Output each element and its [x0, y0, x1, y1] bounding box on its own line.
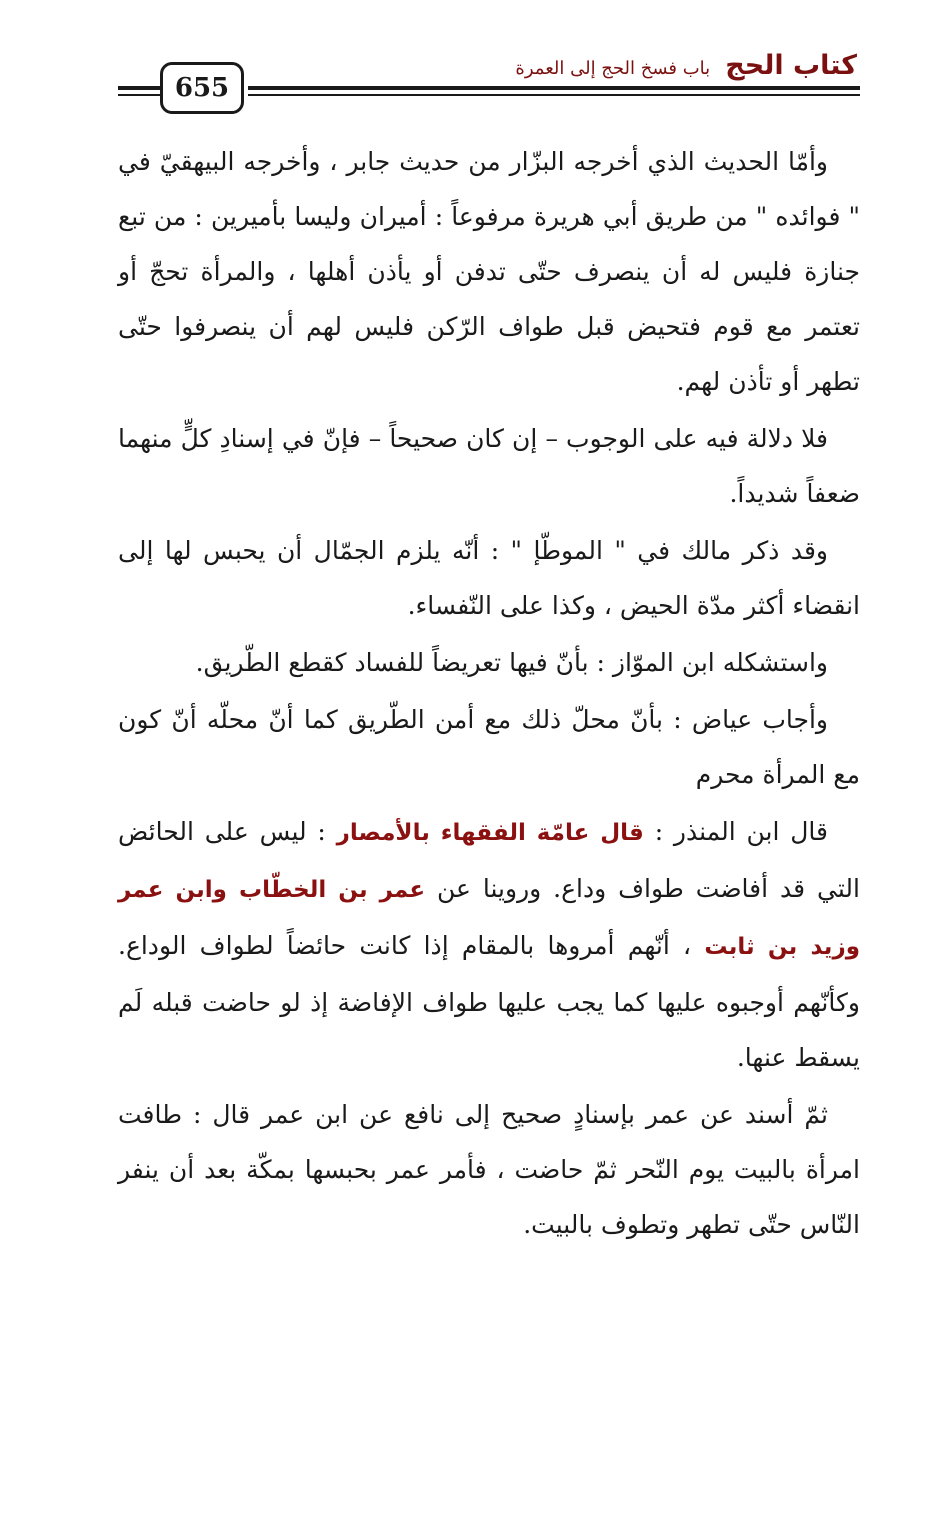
main-text [118, 134, 860, 1252]
header-rule-left-thin [118, 94, 160, 96]
highlighted-names: عمر بن الخطّاب وابن عمر وزيد بن ثابت [118, 877, 860, 960]
page-number-box [160, 62, 244, 114]
book-title: كتاب الحج [725, 50, 857, 81]
text-segment: وقد ذكر مالك في " الموطّإ " : أنّه يلزم الجمّال أن يحبس لها إلى انقضاء أكثر مدّة الحيض ، وكذا على النّفساء. [118, 536, 860, 620]
header-rule-left-thick [118, 86, 160, 90]
text-segment: واستشكله ابن الموّاز : بأنّ فيها تعريضاً للفساد كقطع الطّريق. [195, 648, 828, 677]
chapter-title: باب فسخ الحج إلى العمرة [515, 58, 711, 79]
text-segment: وأجاب عياض : بأنّ محلّ ذلك مع أمن الطّريق كما أنّ محلّه أنّ كون مع المرأة محرم [118, 705, 860, 789]
page-header [0, 0, 945, 120]
page-number: 655 [174, 73, 230, 103]
text-segment: فلا دلالة فيه على الوجوب – إن كان صحيحاً – فإنّ في إسنادِ كلٍّ منهما ضعفاً شديداً. [118, 424, 860, 508]
paragraph-7 [118, 1087, 860, 1252]
running-title [515, 50, 857, 81]
header-rule-thick [248, 86, 860, 90]
text-segment: : ليس على الحائض التي قد أفاضت طواف وداع. وروينا عن [118, 817, 860, 903]
text-segment: وأمّا الحديث الذي أخرجه البزّار من حديث جابر ، وأخرجه البيهقيّ في " فوائده " من طريق أبي هريرة مرفوعاً : أميران وليسا بأميرين : من تبع جنازة فليس له أن ينصرف حتّى تدفن أو يأذن أهلها ، والمرأة تحجّ أو تعتمر مع قوم فتحيض قبل طواف الرّكن فليس لهم أن ينصرفوا حتّى تطهر أو تأذن لهم. [118, 147, 860, 396]
paragraph-3 [118, 523, 860, 633]
paragraph-1 [118, 134, 860, 409]
text-segment: ، أنّهم أمروها بالمقام إذا كانت حائضاً لطواف الوداع. وكأنّهم أوجبوه عليها كما يجب عليها طواف الإفاضة إذ لو حاضت قبله لَم يسقط عنها. [118, 931, 860, 1072]
header-rule-thin [248, 94, 860, 96]
text-segment: ثمّ أسند عن عمر بإسنادٍ صحيح إلى نافع عن ابن عمر قال : طافت امرأة بالبيت يوم النّحر ثمّ حاضت ، فأمر عمر بحبسها بمكّة بعد أن ينفر النّاس حتّى تطهر وتطوف بالبيت. [118, 1100, 860, 1239]
paragraph-5 [118, 692, 860, 802]
paragraph-6 [118, 804, 860, 1085]
highlighted-phrase: قال عامّة الفقهاء بالأمصار [336, 820, 644, 846]
paragraph-4 [118, 635, 860, 690]
paragraph-2 [118, 411, 860, 521]
text-segment: قال ابن المنذر : [643, 817, 828, 846]
